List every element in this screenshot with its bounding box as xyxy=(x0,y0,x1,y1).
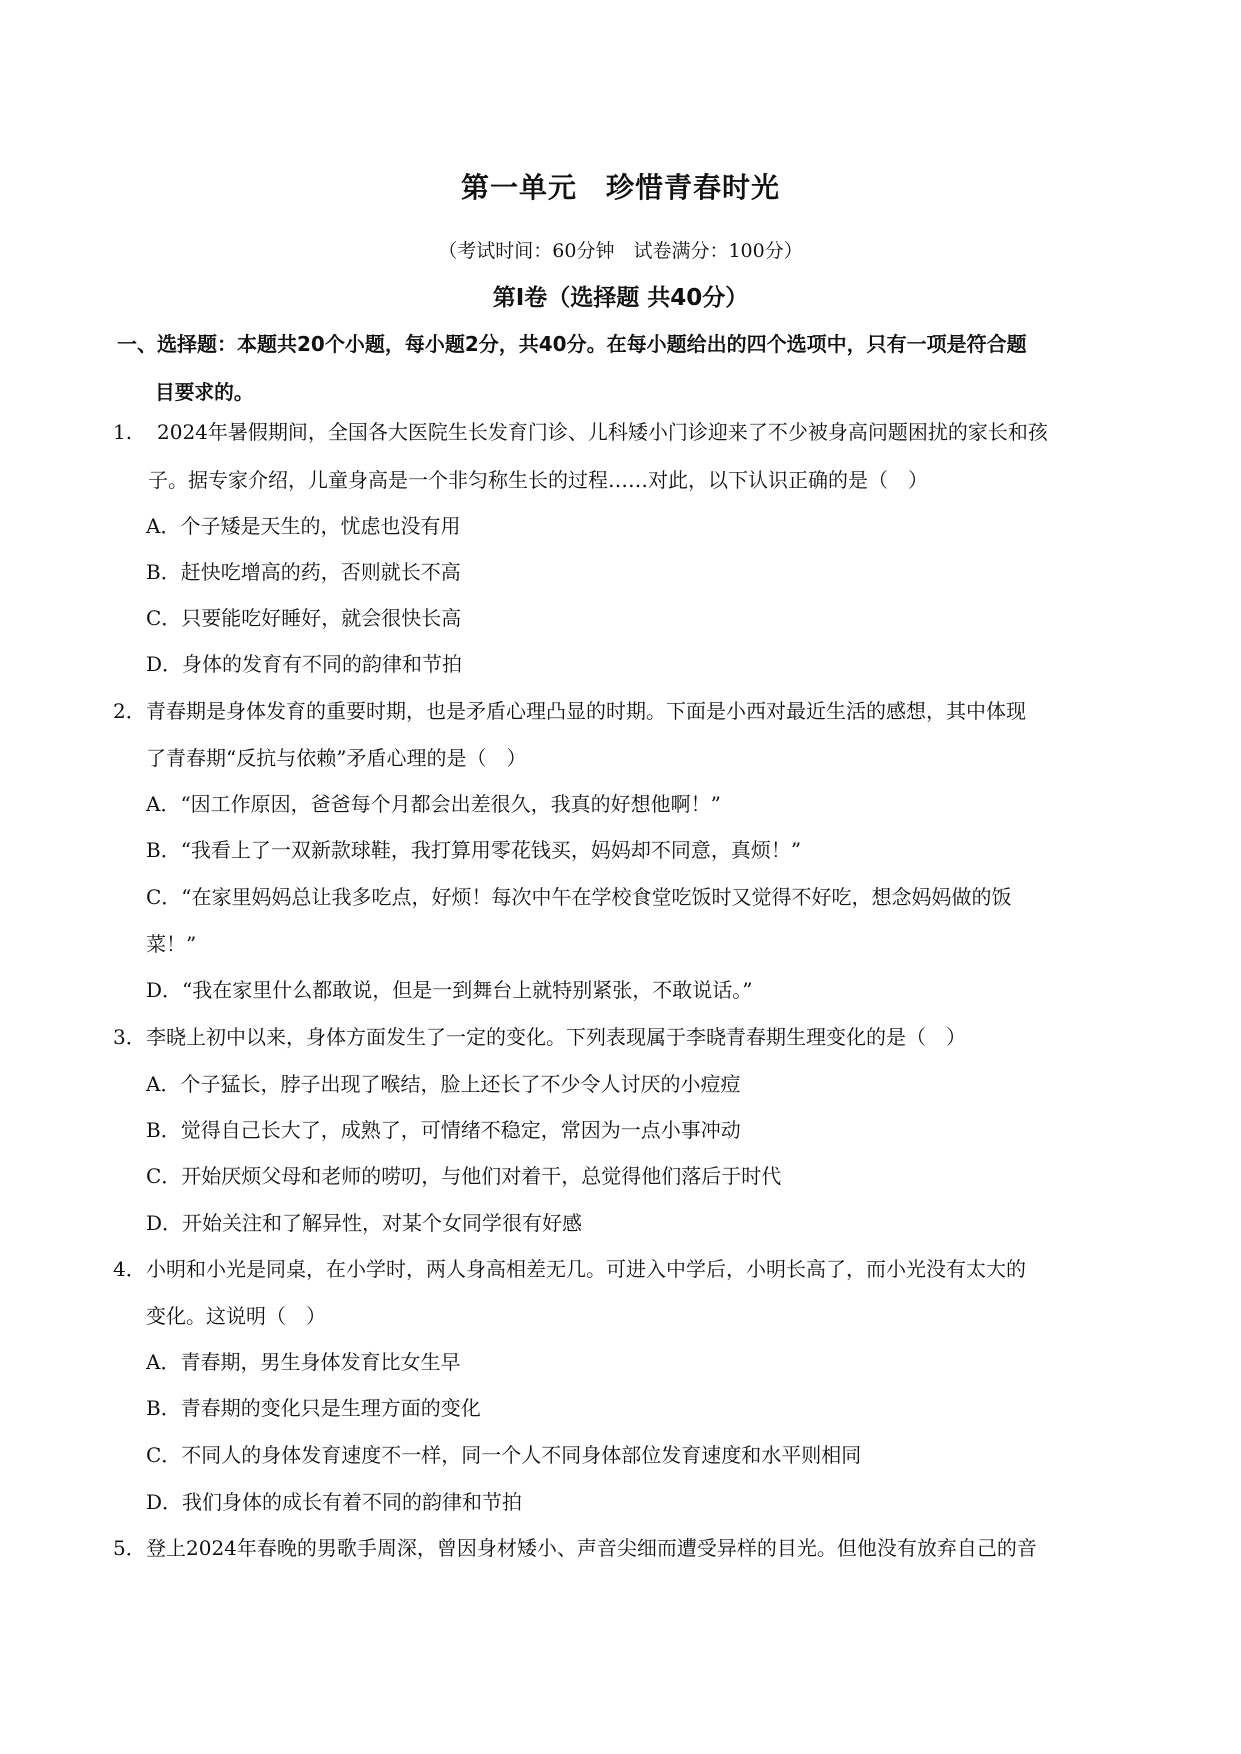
question-1-stem-line-2: 子。据专家介绍，儿童身高是一个非匀称生长的过程……对此，以下认识正确的是（ ） xyxy=(148,468,928,492)
question-2-number: 2． xyxy=(113,699,146,723)
section-title: 第Ⅰ卷（选择题 共40分） xyxy=(492,285,749,311)
question-4-stem-line-1: 小明和小光是同桌，在小学时，两人身高相差无几。可进入中学后，小明长高了，而小光没有太大的 xyxy=(146,1257,1026,1281)
question-3-number: 3． xyxy=(113,1025,146,1049)
question-4-number: 4． xyxy=(113,1257,146,1281)
question-1-option-c: C．只要能吃好睡好，就会很快长高 xyxy=(146,606,462,630)
question-2-option-a: A．“因工作原因，爸爸每个月都会出差很久，我真的好想他啊！” xyxy=(146,792,721,816)
question-1-option-d: D．身体的发育有不同的韵律和节拍 xyxy=(146,652,463,676)
question-4-option-d: D．我们身体的成长有着不同的韵律和节拍 xyxy=(146,1490,523,1514)
question-3-stem-line-1: 李晓上初中以来，身体方面发生了一定的变化。下列表现属于李晓青春期生理变化的是（ ） xyxy=(146,1025,966,1049)
question-1-option-a: A．个子矮是天生的，忧虑也没有用 xyxy=(146,514,461,538)
question-3-option-a: A．个子猛长，脖子出现了喉结，脸上还长了不少令人讨厌的小痘痘 xyxy=(146,1072,741,1096)
question-2-stem-line-1: 青春期是身体发育的重要时期，也是矛盾心理凸显的时期。下面是小西对最近生活的感想，其中体现 xyxy=(146,699,1026,723)
question-4-option-b: B．青春期的变化只是生理方面的变化 xyxy=(146,1396,481,1420)
question-1-number: 1. xyxy=(113,420,133,444)
question-2-option-c-cont: 菜！” xyxy=(146,932,197,956)
question-2-option-b: B．“我看上了一双新款球鞋，我打算用零花钱买，妈妈却不同意，真烦！” xyxy=(146,838,802,862)
question-4-option-c: C．不同人的身体发育速度不一样，同一个人不同身体部位发育速度和水平则相同 xyxy=(146,1443,862,1467)
question-2-stem-line-2: 了青春期“反抗与依赖”矛盾心理的是（ ） xyxy=(146,746,527,770)
instructions-line-1: 一、选择题：本题共20个小题，每小题2分，共40分。在每小题给出的四个选项中，只有一项是符合题 xyxy=(117,332,1027,356)
question-4-stem-line-2: 变化。这说明（ ） xyxy=(146,1304,326,1328)
question-3-option-c: C．开始厌烦父母和老师的唠叨，与他们对着干，总觉得他们落后于时代 xyxy=(146,1164,782,1188)
question-1-option-b: B．赶快吃增高的药，否则就长不高 xyxy=(146,560,461,584)
question-4-option-a: A．青春期，男生身体发育比女生早 xyxy=(146,1350,461,1374)
question-2-option-d: D．“我在家里什么都敢说，但是一到舞台上就特别紧张，不敢说话。” xyxy=(146,978,753,1002)
question-3-option-d: D．开始关注和了解异性，对某个女同学很有好感 xyxy=(146,1211,583,1235)
question-1-stem-line-1: 2024年暑假期间，全国各大医院生长发育门诊、儿科矮小门诊迎来了不少被身高问题困扰的家长和孩 xyxy=(157,420,1048,444)
question-5-number: 5． xyxy=(113,1536,146,1560)
question-5-stem-line-1: 登上2024年春晚的男歌手周深，曾因身材矮小、声音尖细而遭受异样的目光。但他没有放弃自己的音 xyxy=(146,1536,1037,1560)
exam-info: （考试时间：60分钟 试卷满分：100分） xyxy=(438,240,803,262)
question-3-option-b: B．觉得自己长大了，成熟了，可情绪不稳定，常因为一点小事冲动 xyxy=(146,1118,741,1142)
instructions-line-2: 目要求的。 xyxy=(155,381,254,404)
page-title: 第一单元 珍惜青春时光 xyxy=(460,171,780,204)
question-2-option-c: C．“在家里妈妈总让我多吃点，好烦！每次中午在学校食堂吃饭时又觉得不好吃，想念妈妈做的饭 xyxy=(146,885,1012,909)
